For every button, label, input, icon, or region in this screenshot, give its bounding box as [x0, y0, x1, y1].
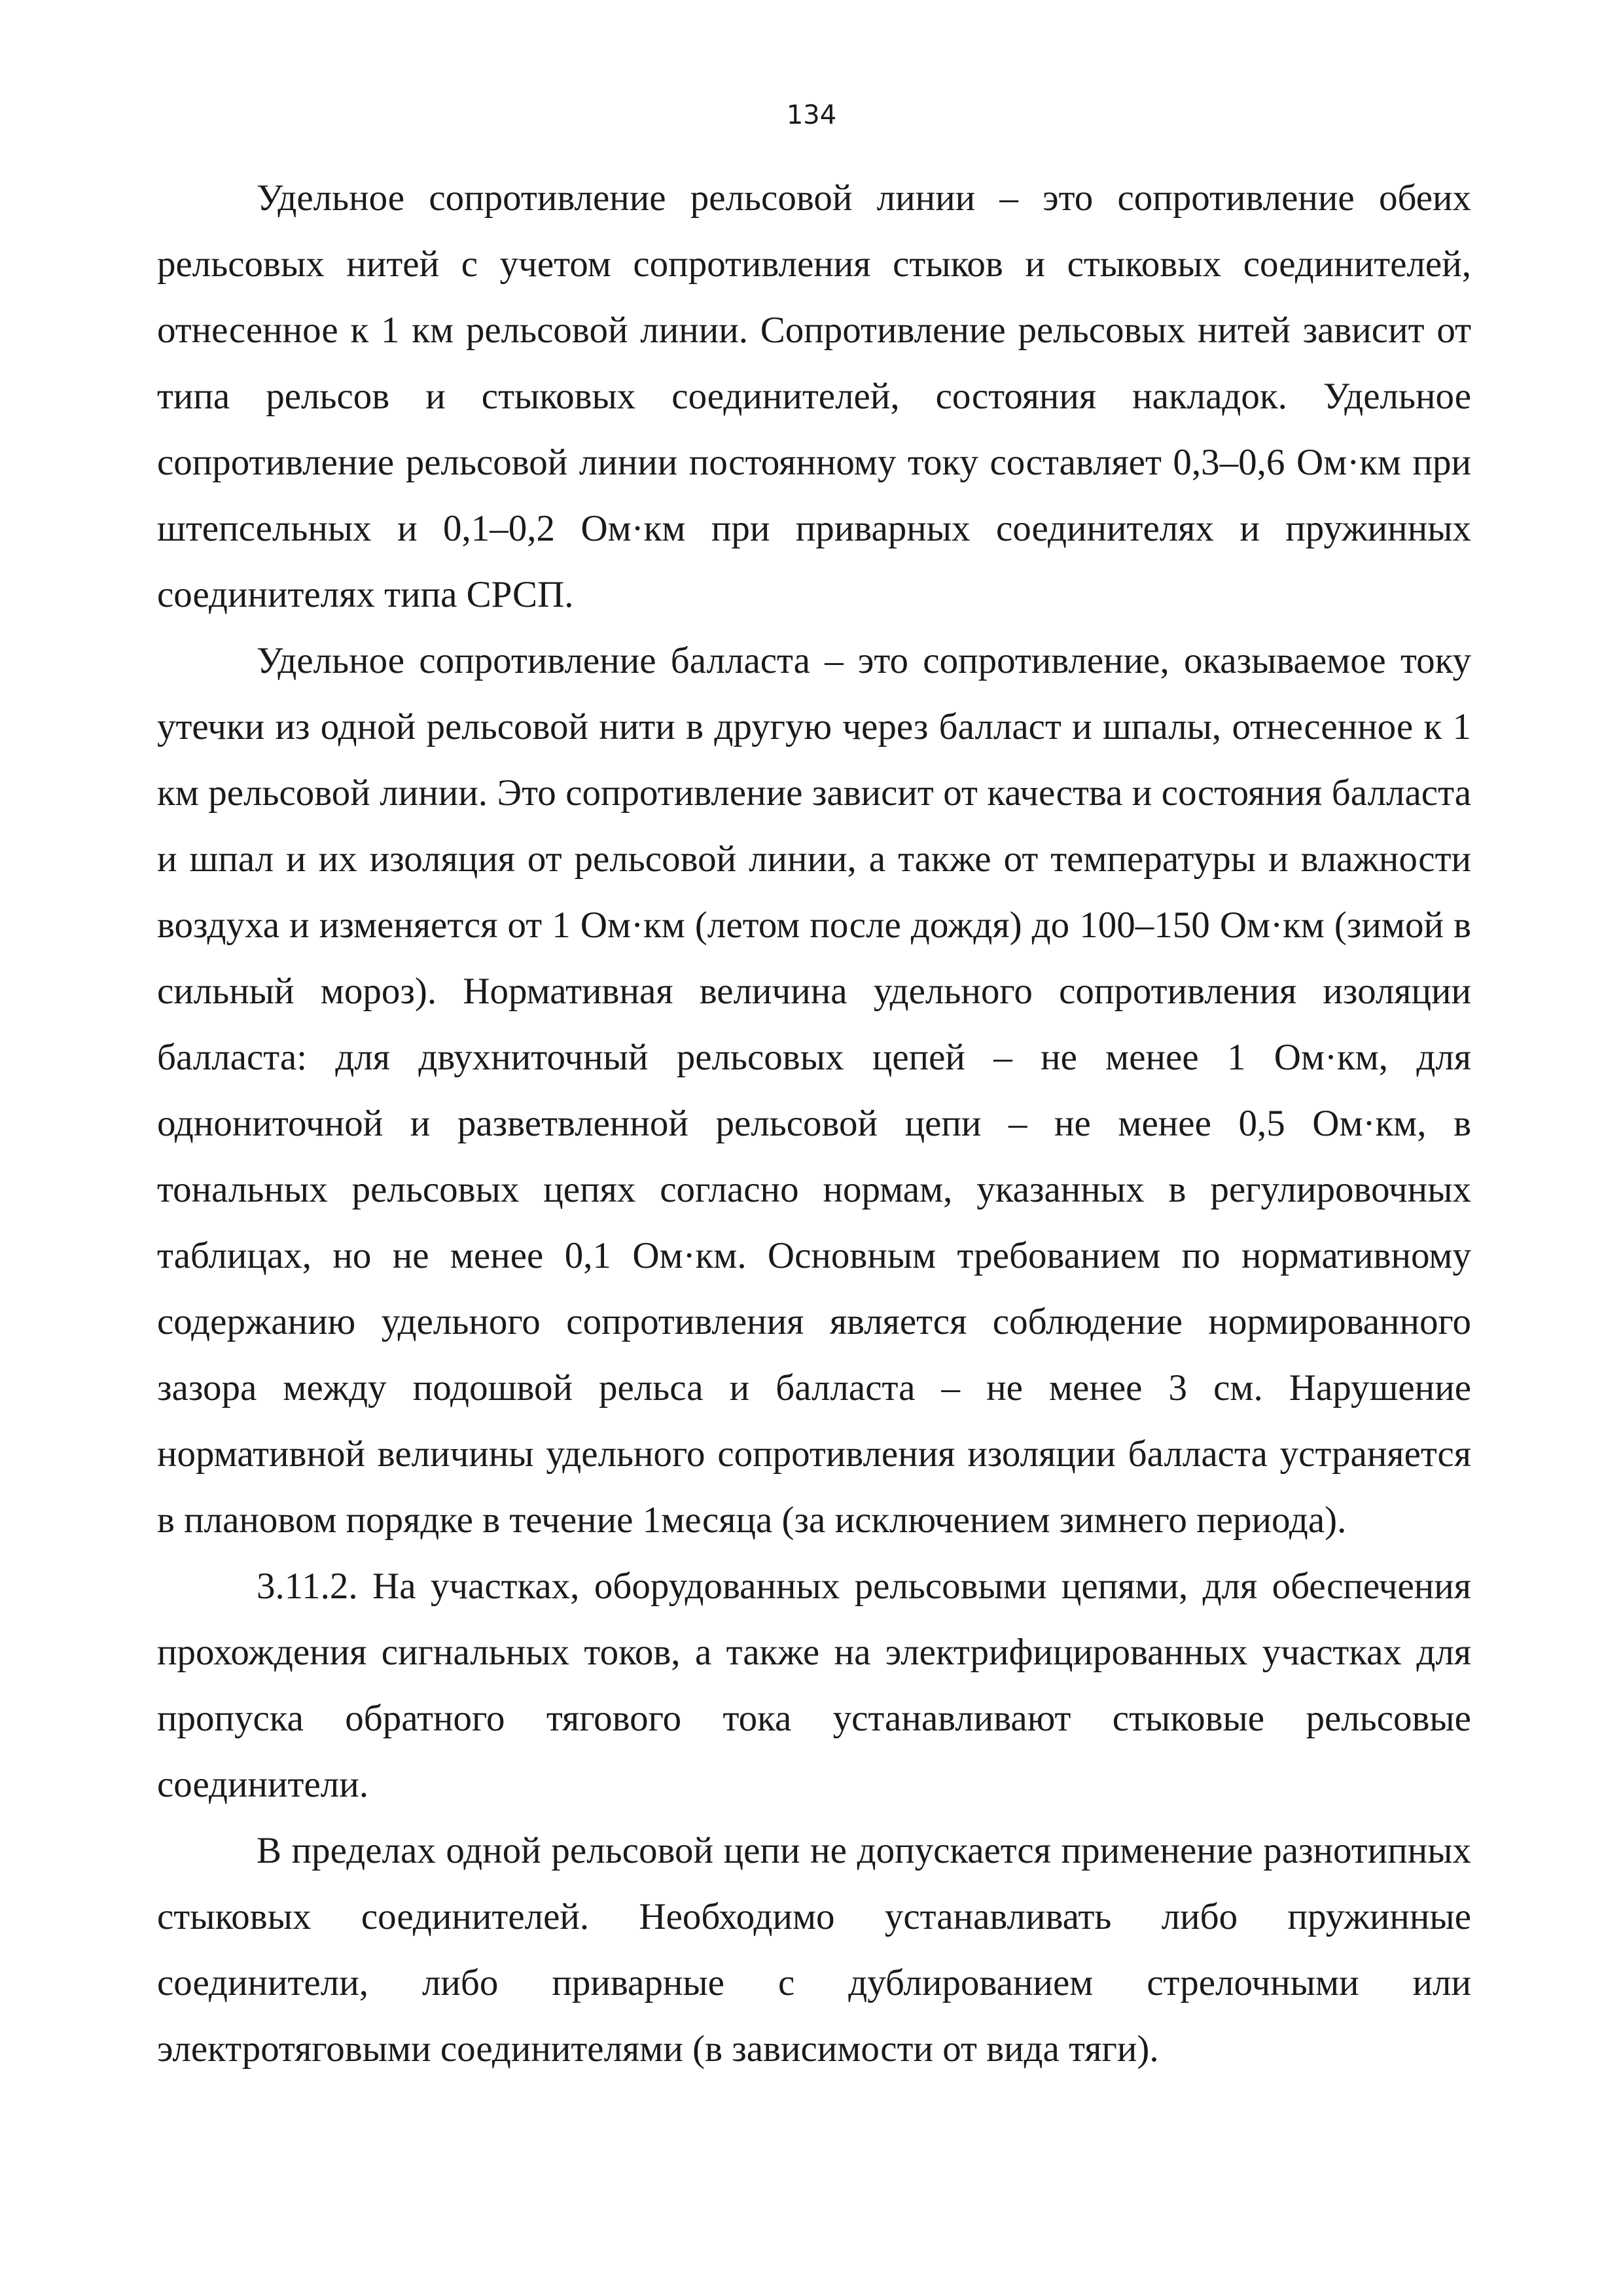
paragraph-connector-types: В пределах одной рельсовой цепи не допускается применение разнотипных стыковых соединителей. Необходимо устанавливать либо пружинные соединители, либо приварные с дублированием стрелочными или электротяговыми соединителями (в зависимости от вида тяги). [157, 1830, 1471, 2070]
page-number: 134 [786, 100, 837, 130]
paragraph-section-3-11-2: 3.11.2. На участках, оборудованных рельсовыми цепями, для обеспечения прохождения сигнальных токов, а также на электрифицированных участках для пропуска обратного тягового тока устанавливают стыковые рельсовые соединители. [157, 1566, 1471, 1805]
paragraph-rail-resistance: Удельное сопротивление рельсовой линии – это сопротивление обеих рельсовых нитей с учетом сопротивления стыков и стыковых соединителей, отнесенное к 1 км рельсовой линии. Сопротивление рельсовых нитей зависит от типа рельсов и стыковых соединителей, состояния накладок. Удельное сопротивление рельсовой линии постоянному току составляет 0,3–0,6 Ом·км при штепсельных и 0,1–0,2 Ом·км при приварных соединителях и пружинных соединителях типа СРСП. [157, 177, 1471, 615]
body-text [157, 165, 1471, 2082]
paragraph-ballast-resistance: Удельное сопротивление балласта – это сопротивление, оказываемое току утечки из одной рельсовой нити в другую через балласт и шпалы, отнесенное к 1 км рельсовой линии. Это сопротивление зависит от качества и состояния балласта и шпал и их изоляция от рельсовой линии, а также от температуры и влажности воздуха и изменяется от 1 Ом·км (летом после дождя) до 100–150 Ом·км (зимой в сильный мороз). Нормативная величина удельного сопротивления изоляции балласта: для двухниточный рельсовых цепей – не менее 1 Ом·км, для однониточной и разветвленной рельсовой цепи – не менее 0,5 Ом·км, в тональных рельсовых цепях согласно нормам, указанных в регулировочных таблицах, но не менее 0,1 Ом·км. Основным требованием по нормативному содержанию удельного сопротивления является соблюдение нормированного зазора между подошвой рельса и балласта – не менее 3 см. Нарушение нормативной величины удельного сопротивления изоляции балласта устраняется в плановом порядке в течение 1месяца (за исключением зимнего периода). [157, 640, 1471, 1541]
